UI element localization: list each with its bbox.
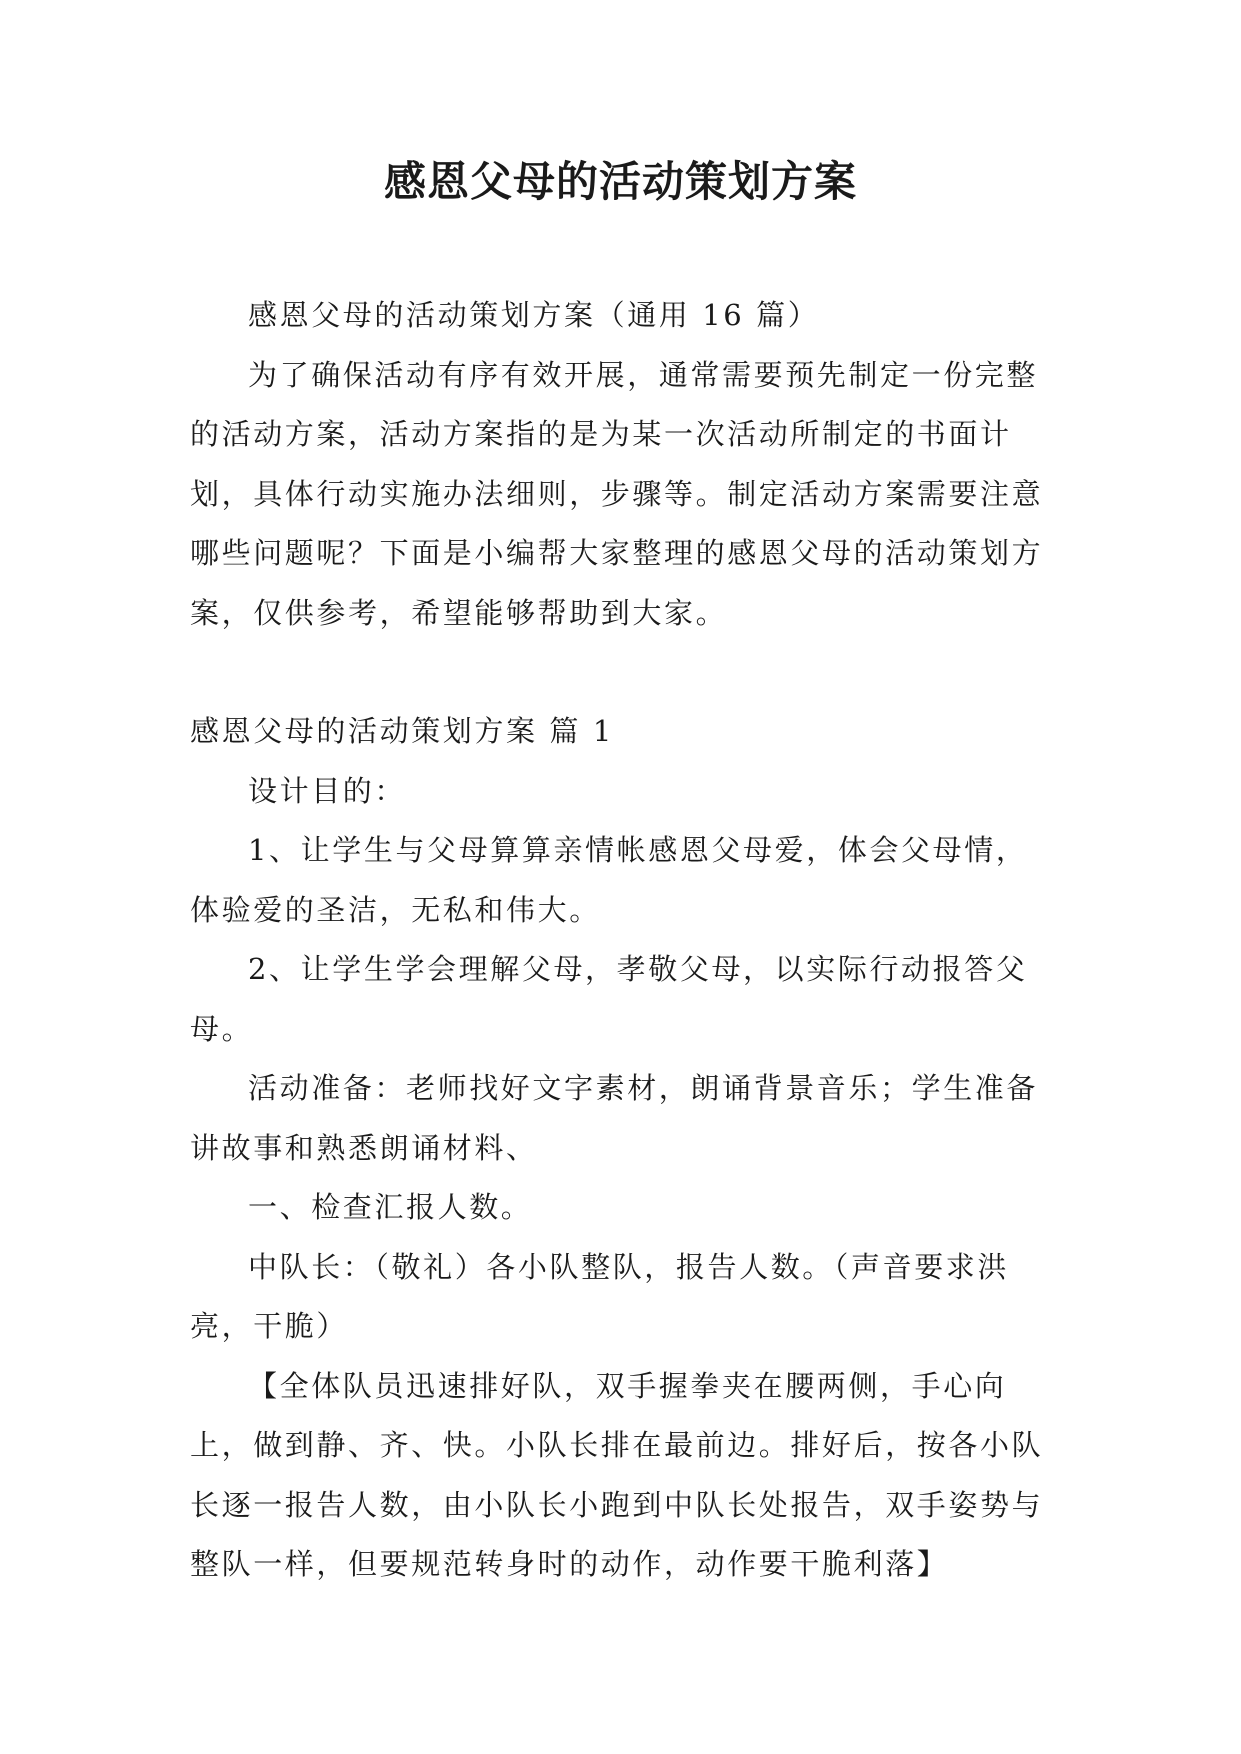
design-purpose-label: 设计目的： <box>248 773 407 808</box>
intro-paragraph: 为了确保活动有序有效开展，通常需要预先制定一份完整的活动方案，活动方案指的是为某一次活动所制定的书面计划，具体行动实施办法细则，步骤等。制定活动方案需要注意哪些问题呢？下面是小编帮大家整理的感恩父母的活动策划方案，仅供参考，希望能够帮助到大家。 <box>190 357 1044 630</box>
purpose-item-2: 2、让学生学会理解父母，孝敬父母，以实际行动报答父母。 <box>190 952 1028 1046</box>
document-title: 感恩父母的活动策划方案 <box>383 157 857 206</box>
formation-instruction: 【全体队员迅速排好队，双手握拳夹在腰两侧，手心向上，做到静、齐、快。小队长排在最前边。排好后，按各小队长逐一报告人数，由小队长小跑到中队长处报告，双手姿势与整队一样，但要规范转身时的动作，动作要干脆利落】 <box>190 1368 1044 1581</box>
document-subtitle: 感恩父母的活动策划方案（通用 16 篇） <box>248 298 820 332</box>
section-heading: 感恩父母的活动策划方案 篇 1 <box>190 714 614 748</box>
step-heading-1: 一、检查汇报人数。 <box>248 1190 533 1224</box>
document-body <box>190 286 1050 1595</box>
leader-instruction: 中队长：（敬礼）各小队整队，报告人数。（声音要求洪亮，干脆） <box>190 1249 1010 1343</box>
purpose-item-1: 1、让学生与父母算算亲情帐感恩父母爱，体会父母情，体验爱的圣洁，无私和伟大。 <box>190 833 1028 927</box>
activity-preparation: 活动准备：老师找好文字素材，朗诵背景音乐；学生准备讲故事和熟悉朗诵材料、 <box>190 1071 1039 1165</box>
